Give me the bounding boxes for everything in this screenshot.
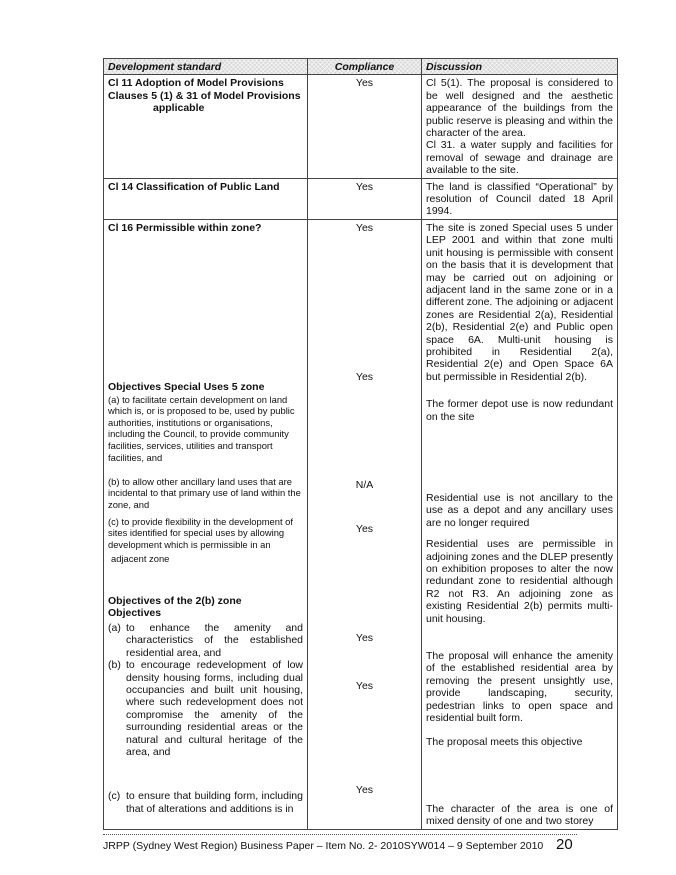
objective-b-discussion: Residential use is not ancillary to the use as a depot and any ancillary uses are no longer required (426, 491, 613, 529)
zone-objective-b-compliance: Yes (355, 679, 374, 692)
special-uses-objective-a: (a) to facilitate certain development on land which is, or is proposed to be, used by public authorities, institutions or organisations, including the Council, to provide community facilities, services, utilities and transport facilities, and (108, 393, 295, 463)
cl16-title: Cl 16 Permissible within zone? (108, 221, 262, 234)
objective-b-text: to encourage redevelopment of low density housing forms, including dual occupancies and built unit housing, where such redevelopment does not compromise the amenity of the surrounding residential areas or the natural and cultural heritage of the area, and (126, 659, 303, 758)
cl11-discussion-1: Cl 5(1). The proposal is considered to be well designed and the aesthetic appearance of the buildings from the public reserve is pleasing and within the character of the area. (426, 77, 613, 140)
cl16-compliance-column (308, 219, 422, 829)
objective-c-compliance: Yes (355, 523, 374, 536)
zone-2b-objective-a (108, 622, 303, 659)
zone-objective-a-discussion: The proposal will enhance the amenity of the established residential area by removing the present unsightly use, provide landscaping, security, pedestrian links to open space and residential built form. (426, 650, 613, 725)
table-row-cl11 (104, 75, 618, 178)
development-standards-table (103, 58, 618, 830)
objective-b-compliance: N/A (355, 478, 374, 491)
special-uses-objectives-title: Objectives Special Uses 5 zone (108, 381, 265, 394)
cl16-discussion: The site is zoned Special uses 5 under LEP 2001 and within that zone multi unit housing is permissible with consent on the basis that it is development that may be carried out on adjoining or adjacent land in the same zone or in a different zone. The adjoining or adjacent zones are Residential 2(a), Residential 2(b), Residential 2(e) and Public open space 6A. Multi-unit housing is prohibited in Residential 2(a), Residential 2(e) and Open Space 6A but permissible in Residential 2(b). (426, 221, 613, 383)
objective-a-text: to enhance the amenity and characteristics of the established residential area, and (126, 621, 303, 659)
special-uses-objective-b: (b) to allow other ancillary land uses that are incidental to that primary use of land within the zone, and (108, 475, 301, 510)
objective-c-discussion: Residential uses are permissible in adjoining zones and the DLEP presently on exhibition proposes to alter the now redundant zone to residential although R2 not R3. An adjoining zone as existing Residential 2(b) permits multi-unit housing. (426, 538, 613, 625)
objective-b-label: (b) (108, 659, 121, 672)
cl11-discussion (422, 75, 618, 178)
objective-a-compliance: Yes (355, 371, 374, 384)
cl16-standard (104, 219, 308, 829)
cl11-discussion-2: Cl 31. a water supply and facilities for removal of sewage and drainage are available to the site. (426, 139, 613, 177)
page-number: 20 (556, 836, 573, 853)
cl16-compliance: Yes (355, 221, 374, 234)
zone-2b-objective-c (108, 790, 303, 815)
objective-c-label: (c) (108, 790, 121, 803)
cl11-title: Cl 11 Adoption of Model Provisions Clauses 5 (1) & 31 of Model Provisions (108, 77, 301, 102)
cl14-compliance: Yes (308, 178, 422, 219)
header-discussion: Discussion (422, 59, 618, 75)
zone-objective-c-compliance: Yes (355, 784, 374, 797)
cl11-title-applicable: applicable (153, 102, 205, 115)
objective-c-text: to ensure that building form, including that of alterations and additions is in (126, 790, 303, 815)
footer-text: JRPP (Sydney West Region) Business Paper – Item No. 2- 2010SYW014 – 9 September 2010 (103, 840, 544, 852)
cl11-standard (104, 75, 308, 178)
cl11-compliance: Yes (308, 75, 422, 178)
zone-2b-objectives-subtitle: Objectives (108, 607, 162, 620)
footer-divider (103, 834, 577, 835)
header-development-standard: Development standard (104, 59, 308, 75)
special-uses-objective-c-cont: adjacent zone (111, 553, 170, 565)
objective-a-label: (a) (108, 621, 121, 634)
zone-objective-a-compliance: Yes (355, 631, 374, 644)
zone-objective-c-discussion: The character of the area is one of mixed density of one and two storey (426, 802, 613, 828)
table-row-cl14 (104, 178, 618, 219)
zone-2b-objectives-title: Objectives of the 2(b) zone (108, 595, 242, 608)
cl14-standard: Cl 14 Classification of Public Land (104, 178, 308, 219)
objective-a-discussion: The former depot use is now redundant on the site (426, 398, 613, 423)
header-compliance: Compliance (308, 59, 422, 75)
zone-2b-objective-b (108, 659, 303, 758)
table-row-cl16 (104, 219, 618, 829)
cl16-discussion-column (422, 219, 618, 829)
cl14-discussion: The land is classified “Operational” by resolution of Council dated 18 April 1994. (422, 178, 618, 219)
table-header-row (104, 59, 618, 75)
zone-objective-b-discussion: The proposal meets this objective (426, 736, 583, 749)
special-uses-objective-c: (c) to provide flexibility in the development of sites identified for special uses by allowing development which is permissible in an (108, 515, 293, 550)
